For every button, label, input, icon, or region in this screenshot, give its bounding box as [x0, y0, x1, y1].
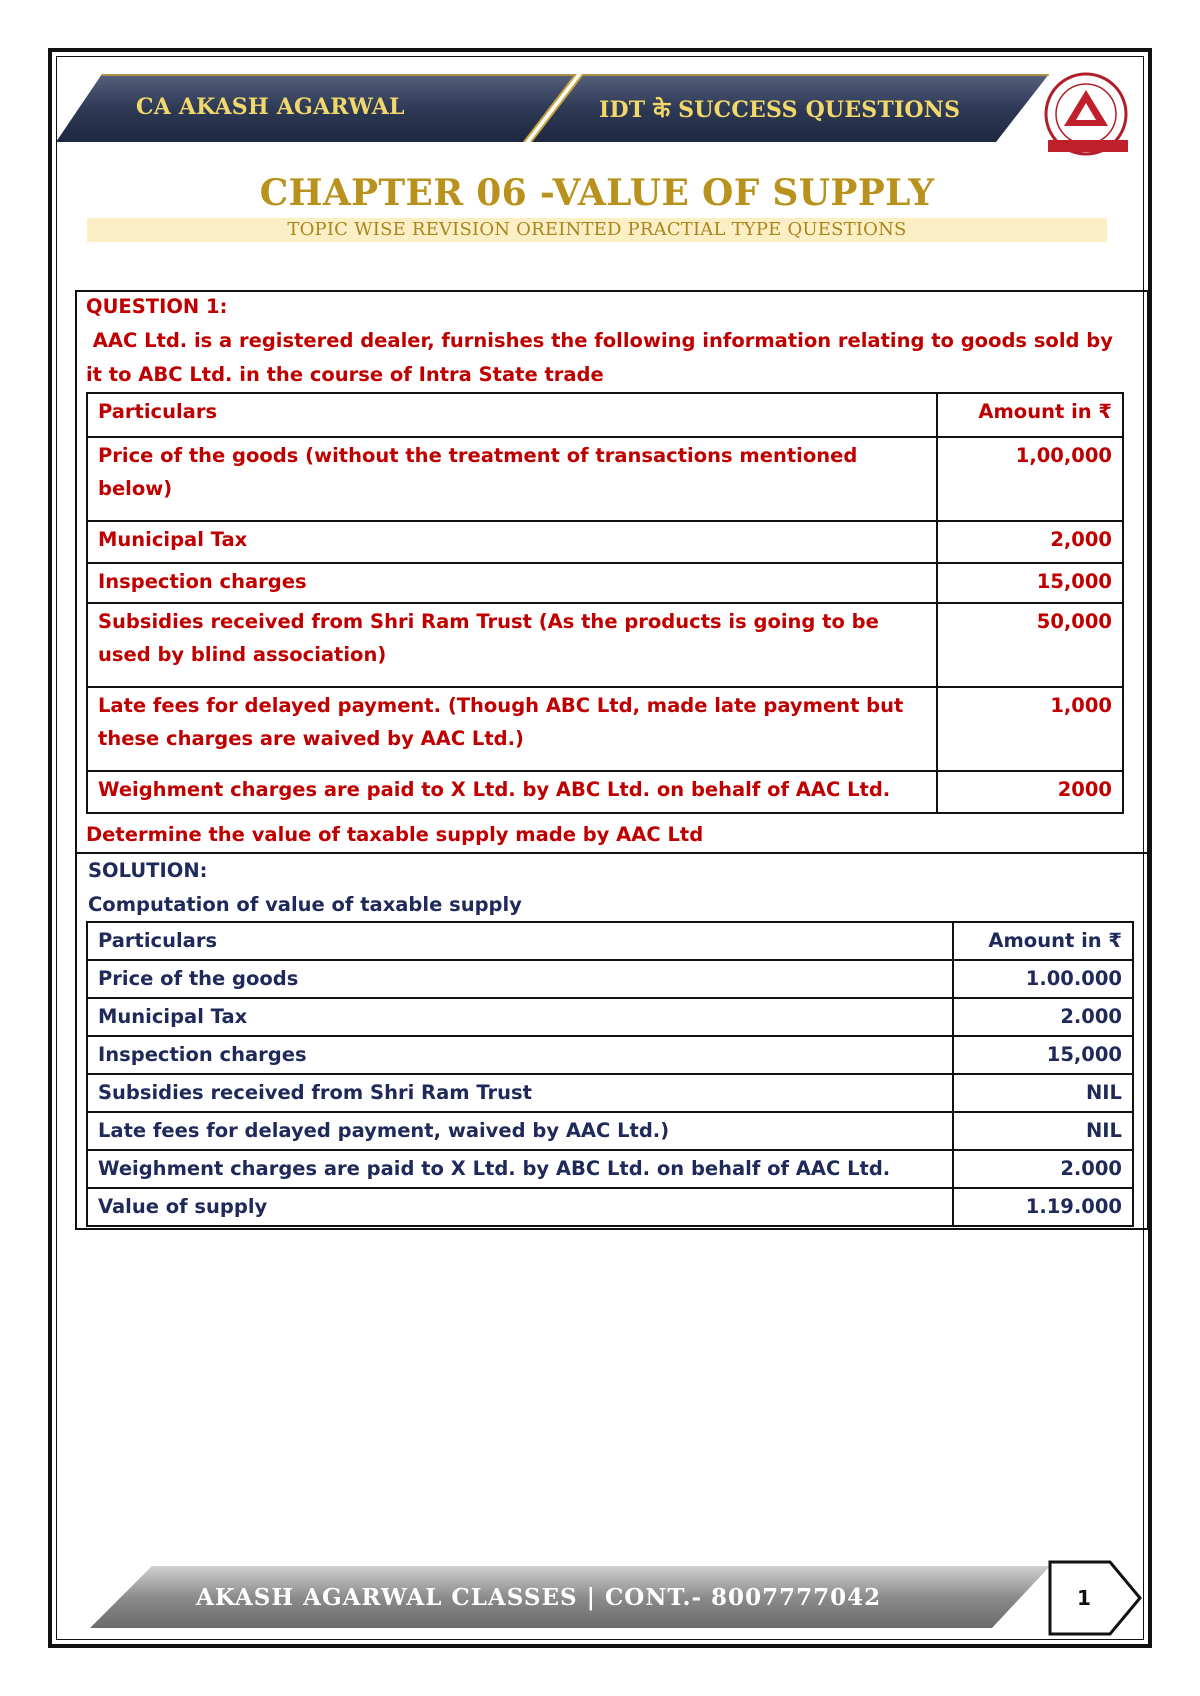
row-amount: 2.000	[953, 1150, 1133, 1188]
row-particular: Late fees for delayed payment. (Though ABC Ltd, made late payment but these charges are waived by AAC Ltd.)	[87, 687, 937, 771]
row-particular: Price of the goods	[87, 960, 953, 998]
table-row	[87, 960, 1133, 998]
row-particular: Late fees for delayed payment, waived by AAC Ltd.)	[87, 1112, 953, 1150]
row-amount: NIL	[953, 1074, 1133, 1112]
row-amount: 2,000	[937, 521, 1123, 563]
header-left-label: CA AKASH AGARWAL	[136, 94, 405, 120]
question-intro-line2: it to ABC Ltd. in the course of Intra State trade	[86, 363, 604, 386]
solution-caption: Computation of value of taxable supply	[88, 893, 522, 916]
table-row	[87, 1150, 1133, 1188]
table-row	[87, 1112, 1133, 1150]
chapter-subtitle: TOPIC WISE REVISION OREINTED PRACTIAL TYPE QUESTIONS	[287, 219, 907, 240]
table-row	[87, 563, 1123, 603]
header-amount: Amount in ₹	[937, 393, 1123, 437]
row-amount: NIL	[953, 1112, 1133, 1150]
row-particular: Weighment charges are paid to X Ltd. by ABC Ltd. on behalf of AAC Ltd.	[87, 771, 937, 813]
brand-logo	[1040, 70, 1136, 160]
page-number: 1	[1077, 1586, 1091, 1610]
table-row	[87, 1074, 1133, 1112]
header-amount: Amount in ₹	[953, 922, 1133, 960]
table-total-row	[87, 1188, 1133, 1226]
row-particular: Inspection charges	[87, 563, 937, 603]
row-amount: 50,000	[937, 603, 1123, 687]
row-amount: 1,000	[937, 687, 1123, 771]
row-amount: 1,00,000	[937, 437, 1123, 521]
table-header-row	[87, 922, 1133, 960]
question-ask: Determine the value of taxable supply made by AAC Ltd	[86, 823, 704, 846]
row-particular: Price of the goods (without the treatment of transactions mentioned below)	[87, 437, 937, 521]
table-row	[87, 687, 1123, 771]
row-particular: Value of supply	[87, 1188, 953, 1226]
header-banner	[56, 74, 1056, 142]
footer-contact: AKASH AGARWAL CLASSES | CONT.- 8007777042	[196, 1584, 882, 1611]
row-particular: Municipal Tax	[87, 998, 953, 1036]
row-particular: Subsidies received from Shri Ram Trust (As the products is going to be used by blind association)	[87, 603, 937, 687]
solution-heading: SOLUTION:	[88, 859, 208, 882]
row-particular: Subsidies received from Shri Ram Trust	[87, 1074, 953, 1112]
table-row	[87, 998, 1133, 1036]
row-amount: 1.00.000	[953, 960, 1133, 998]
table-header-row	[87, 393, 1123, 437]
chapter-title: CHAPTER 06 -VALUE OF SUPPLY	[259, 172, 935, 214]
header-right-label: IDT के SUCCESS QUESTIONS	[599, 97, 961, 123]
table-row	[87, 521, 1123, 563]
question-table	[86, 392, 1124, 814]
row-particular: Weighment charges are paid to X Ltd. by ABC Ltd. on behalf of AAC Ltd.	[87, 1150, 953, 1188]
question-heading: QUESTION 1:	[86, 295, 228, 318]
header-particulars: Particulars	[87, 393, 937, 437]
table-row	[87, 603, 1123, 687]
row-amount: 15,000	[937, 563, 1123, 603]
solution-table	[86, 921, 1134, 1227]
row-particular: Inspection charges	[87, 1036, 953, 1074]
row-particular: Municipal Tax	[87, 521, 937, 563]
table-row	[87, 1036, 1133, 1074]
question-intro-line1: AAC Ltd. is a registered dealer, furnishes the following information relating to goods sold by	[86, 329, 1113, 352]
row-amount: 15,000	[953, 1036, 1133, 1074]
row-amount: 2000	[937, 771, 1123, 813]
table-row	[87, 771, 1123, 813]
row-amount: 2.000	[953, 998, 1133, 1036]
header-particulars: Particulars	[87, 922, 953, 960]
table-row	[87, 437, 1123, 521]
row-amount: 1.19.000	[953, 1188, 1133, 1226]
solution-divider	[75, 852, 1149, 854]
